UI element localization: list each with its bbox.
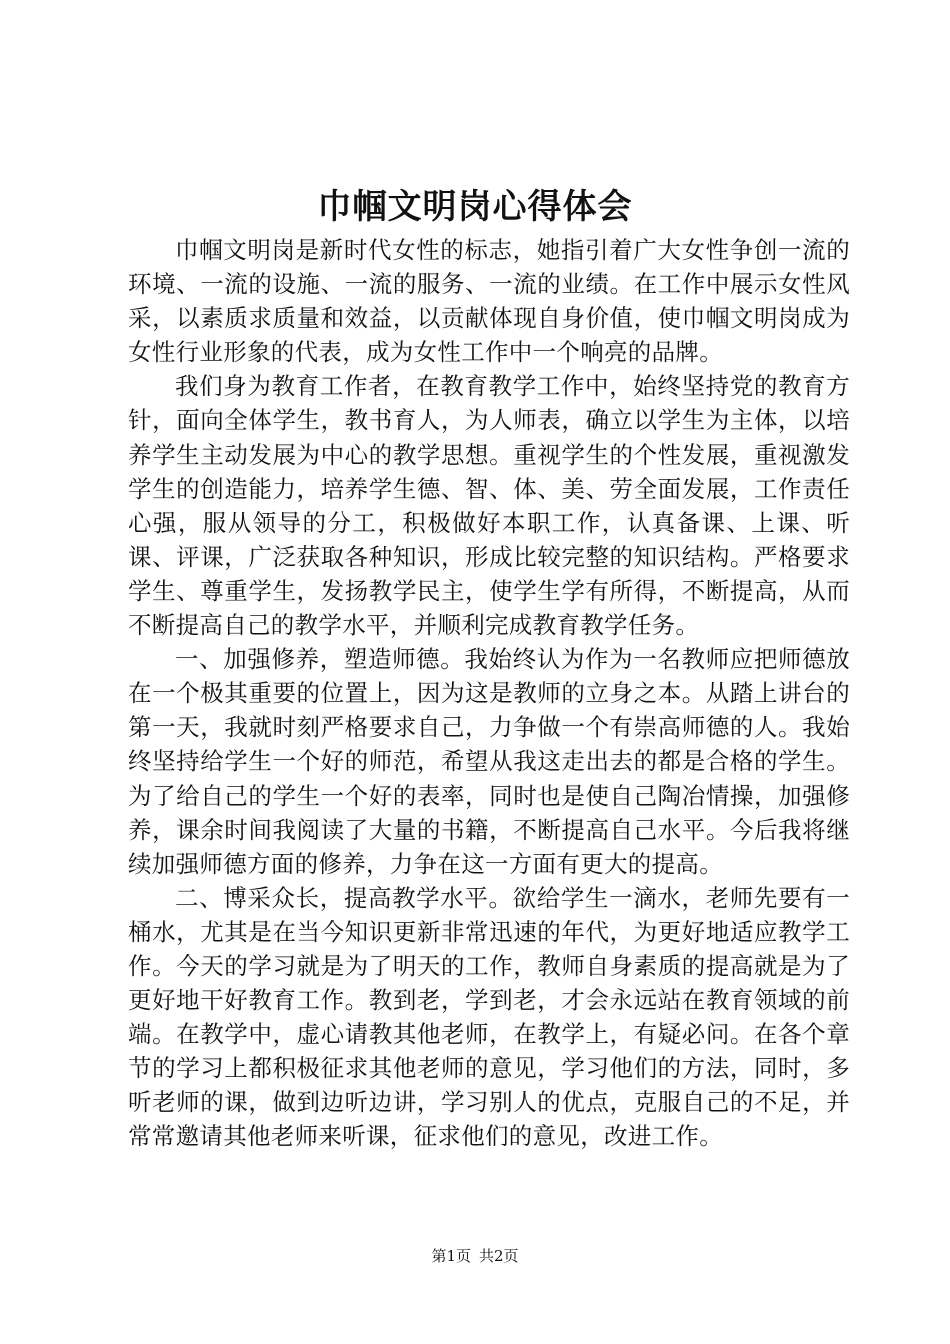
- document-title: 巾帼文明岗心得体会: [317, 187, 633, 227]
- document-body: [128, 233, 850, 1154]
- paragraph-learning: 二、博采众长，提高教学水平。欲给学生一滴水，老师先要有一桶水，尤其是在当今知识更新非常迅速的年代，为更好地适应教学工作。今天的学习就是为了明天的工作，教师自身素质的提高就是为了更好地干好教育工作。教到老，学到老，才会永远站在教育领域的前端。在教学中，虚心请教其他老师，在教学上，有疑必问。在各个章节的学习上都积极征求其他老师的意见，学习他们的方法，同时，多听老师的课，做到边听边讲，学习别人的优点，克服自己的不足，并常常邀请其他老师来听课，征求他们的意见，改进工作。: [128, 883, 850, 1151]
- paragraph-ethics: 一、加强修养，塑造师德。我始终认为作为一名教师应把师德放在一个极其重要的位置上，因为这是教师的立身之本。从踏上讲台的第一天，我就时刻严格要求自己，力争做一个有崇高师德的人。我始终坚持给学生一个好的师范，希望从我这走出去的都是合格的学生。为了给自己的学生一个好的表率，同时也是使自己陶冶情操，加强修养，课余时间我阅读了大量的书籍，不断提高自己水平。今后我将继续加强师德方面的修养，力争在这一方面有更大的提高。: [128, 645, 850, 878]
- page-number: 第1页: [431, 1247, 471, 1265]
- page-footer: [0, 1246, 950, 1266]
- page-total: 共2页: [479, 1247, 519, 1265]
- paragraph-teaching: 我们身为教育工作者，在教育教学工作中，始终坚持党的教育方针，面向全体学生，教书育人，为人师表，确立以学生为主体，以培养学生主动发展为中心的教学思想。重视学生的个性发展，重视激发学生的创造能力，培养学生德、智、体、美、劳全面发展，工作责任心强，服从领导的分工，积极做好本职工作，认真备课、上课、听课、评课，广泛获取各种知识，形成比较完整的知识结构。严格要求学生、尊重学生，发扬教学民主，使学生学有所得，不断提高，从而不断提高自己的教学水平，并顺利完成教育教学任务。: [128, 372, 850, 640]
- paragraph-intro: 巾帼文明岗是新时代女性的标志，她指引着广大女性争创一流的环境、一流的设施、一流的服务、一流的业绩。在工作中展示女性风采，以素质求质量和效益，以贡献体现自身价值，使巾帼文明岗成为女性行业形象的代表，成为女性工作中一个响亮的品牌。: [128, 236, 850, 367]
